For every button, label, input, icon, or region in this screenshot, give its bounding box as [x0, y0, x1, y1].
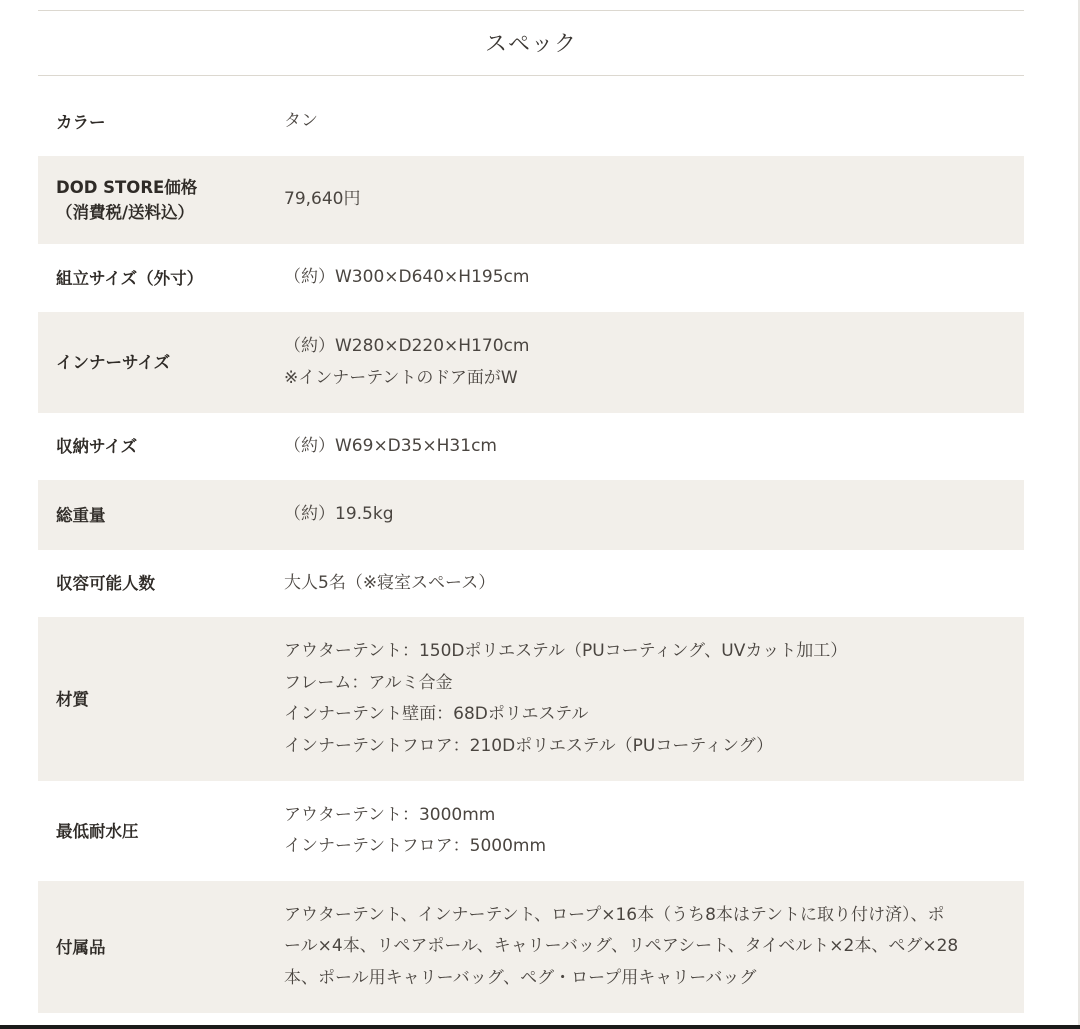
spec-value — [284, 636, 1024, 762]
spec-row-weight — [38, 480, 1024, 550]
spec-value-line: 79,640円 — [284, 189, 361, 210]
spec-value-line: ※インナーテントのドア面がW — [284, 367, 518, 388]
spec-label-line: （消費税/送料込） — [56, 203, 195, 222]
spec-value-line: 大人5名（※寝室スペース） — [284, 572, 496, 593]
spec-value — [284, 499, 1024, 531]
spec-row-material — [38, 617, 1024, 781]
spec-value — [284, 106, 1024, 138]
spec-label — [38, 175, 284, 225]
spec-value-line: フレーム：アルミ合金 — [284, 672, 453, 693]
spec-value-line: アウターテント：3000mm — [284, 804, 496, 825]
spec-label: インナーサイズ — [56, 353, 171, 372]
spec-value — [284, 800, 1024, 863]
spec-value-line: インナーテントフロア：210Dポリエステル（PUコーティング） — [284, 735, 774, 756]
spec-value-line: インナーテント壁面：68Dポリエステル — [284, 704, 589, 724]
title-divider — [38, 75, 1024, 76]
spec-value-line: インナーテントフロア：5000mm — [284, 836, 547, 856]
spec-value — [284, 184, 1024, 216]
spec-row-storage-size — [38, 413, 1024, 480]
spec-value — [284, 431, 1024, 463]
spec-label: 収容可能人数 — [56, 574, 155, 593]
spec-value-line: （約）W280×D220×H170cm — [284, 336, 530, 356]
spec-row-price — [38, 156, 1024, 244]
spec-value-line: アウターテント：150Dポリエステル（PUコーティング、UVカット加工） — [284, 641, 848, 661]
spec-value — [284, 331, 1024, 394]
spec-value-line: タン — [284, 111, 318, 132]
section-title: スペック — [484, 32, 577, 57]
spec-label: 総重量 — [56, 505, 106, 525]
spec-label-line: DOD STORE価格 — [56, 178, 198, 197]
spec-table — [38, 88, 1024, 1013]
spec-row-inner-size — [38, 312, 1024, 413]
spec-value-line: （約）W300×D640×H195cm — [284, 267, 530, 288]
spec-label: 組立サイズ（外寸） — [56, 268, 204, 288]
spec-label: 材質 — [56, 689, 89, 709]
bottom-border — [0, 1025, 1080, 1029]
spec-row-color — [38, 88, 1024, 156]
spec-value-line: ール×4本、リペアポール、キャリーバッグ、リペアシート、タイベルト×2本、ペグ×28 — [284, 936, 959, 957]
spec-value-line: 本、ポール用キャリーバッグ、ペグ・ロープ用キャリーバッグ — [284, 967, 757, 988]
spec-row-capacity — [38, 550, 1024, 617]
spec-value-line: （約）19.5kg — [284, 504, 394, 525]
spec-row-water-resistance — [38, 781, 1024, 881]
spec-value-line: アウターテント、インナーテント、ロープ×16本（うち8本はテントに取り付け済）、ポ — [284, 904, 945, 925]
spec-row-assembled-size — [38, 244, 1024, 312]
spec-row-accessories — [38, 881, 1024, 1013]
spec-value — [284, 568, 1024, 600]
spec-label: 最低耐水圧 — [56, 821, 139, 841]
spec-value-line: （約）W69×D35×H31cm — [284, 435, 497, 456]
spec-value — [284, 900, 1024, 995]
spec-label: 収納サイズ — [56, 437, 138, 456]
spec-label: カラー — [56, 112, 106, 132]
spec-value — [284, 262, 1024, 294]
spec-label: 付属品 — [56, 937, 106, 957]
